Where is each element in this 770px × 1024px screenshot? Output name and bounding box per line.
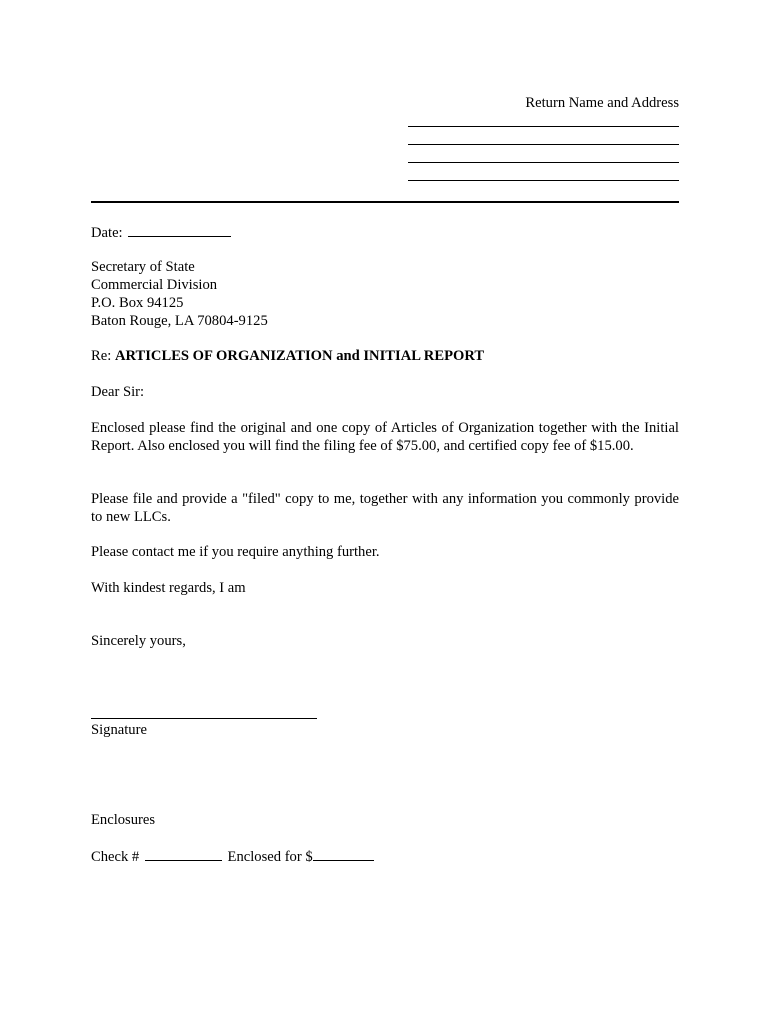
subject-title: ARTICLES OF ORGANIZATION and INITIAL REPORT xyxy=(114,348,485,364)
date-blank[interactable] xyxy=(128,223,231,237)
date-line xyxy=(91,223,231,242)
subject-line xyxy=(91,348,484,365)
closing: Sincerely yours, xyxy=(91,633,186,649)
header-divider xyxy=(91,201,679,203)
date-label: Date: xyxy=(91,225,123,241)
signature-label: Signature xyxy=(91,722,147,738)
recipient-address xyxy=(91,258,679,330)
closing-intro: With kindest regards, I am xyxy=(91,580,246,596)
return-name-address-label: Return Name and Address xyxy=(525,95,679,111)
return-address-line-4[interactable] xyxy=(408,180,679,181)
signature-line[interactable] xyxy=(91,718,317,719)
enclosed-for-label: Enclosed for $ xyxy=(227,849,313,865)
return-address-line-2[interactable] xyxy=(408,144,679,145)
return-address-line-1[interactable] xyxy=(408,126,679,127)
recipient-line-4: Baton Rouge, LA 70804-9125 xyxy=(91,313,268,329)
enclosures-label: Enclosures xyxy=(91,812,156,828)
check-number-label: Check # xyxy=(91,849,140,865)
paragraph-enclosed: Enclosed please find the original and one copy of Articles of Organization together with the Initial Report. Also enclosed you will find the filing fee of $75.00, and certified copy fee of $15.00. xyxy=(91,420,679,454)
check-number-blank[interactable] xyxy=(145,847,222,861)
recipient-line-3: P.O. Box 94125 xyxy=(91,295,184,311)
recipient-line-1: Secretary of State xyxy=(91,259,195,275)
paragraph-file-request: Please file and provide a "filed" copy to me, together with any information you commonly provide to new LLCs. xyxy=(91,491,679,525)
salutation: Dear Sir: xyxy=(91,384,145,400)
enclosed-amount-blank[interactable] xyxy=(313,847,374,861)
paragraph-contact: Please contact me if you require anything further. xyxy=(91,544,380,560)
recipient-line-2: Commercial Division xyxy=(91,277,218,293)
check-line xyxy=(91,847,374,866)
return-address-line-3[interactable] xyxy=(408,162,679,163)
subject-prefix: Re: xyxy=(91,348,112,364)
